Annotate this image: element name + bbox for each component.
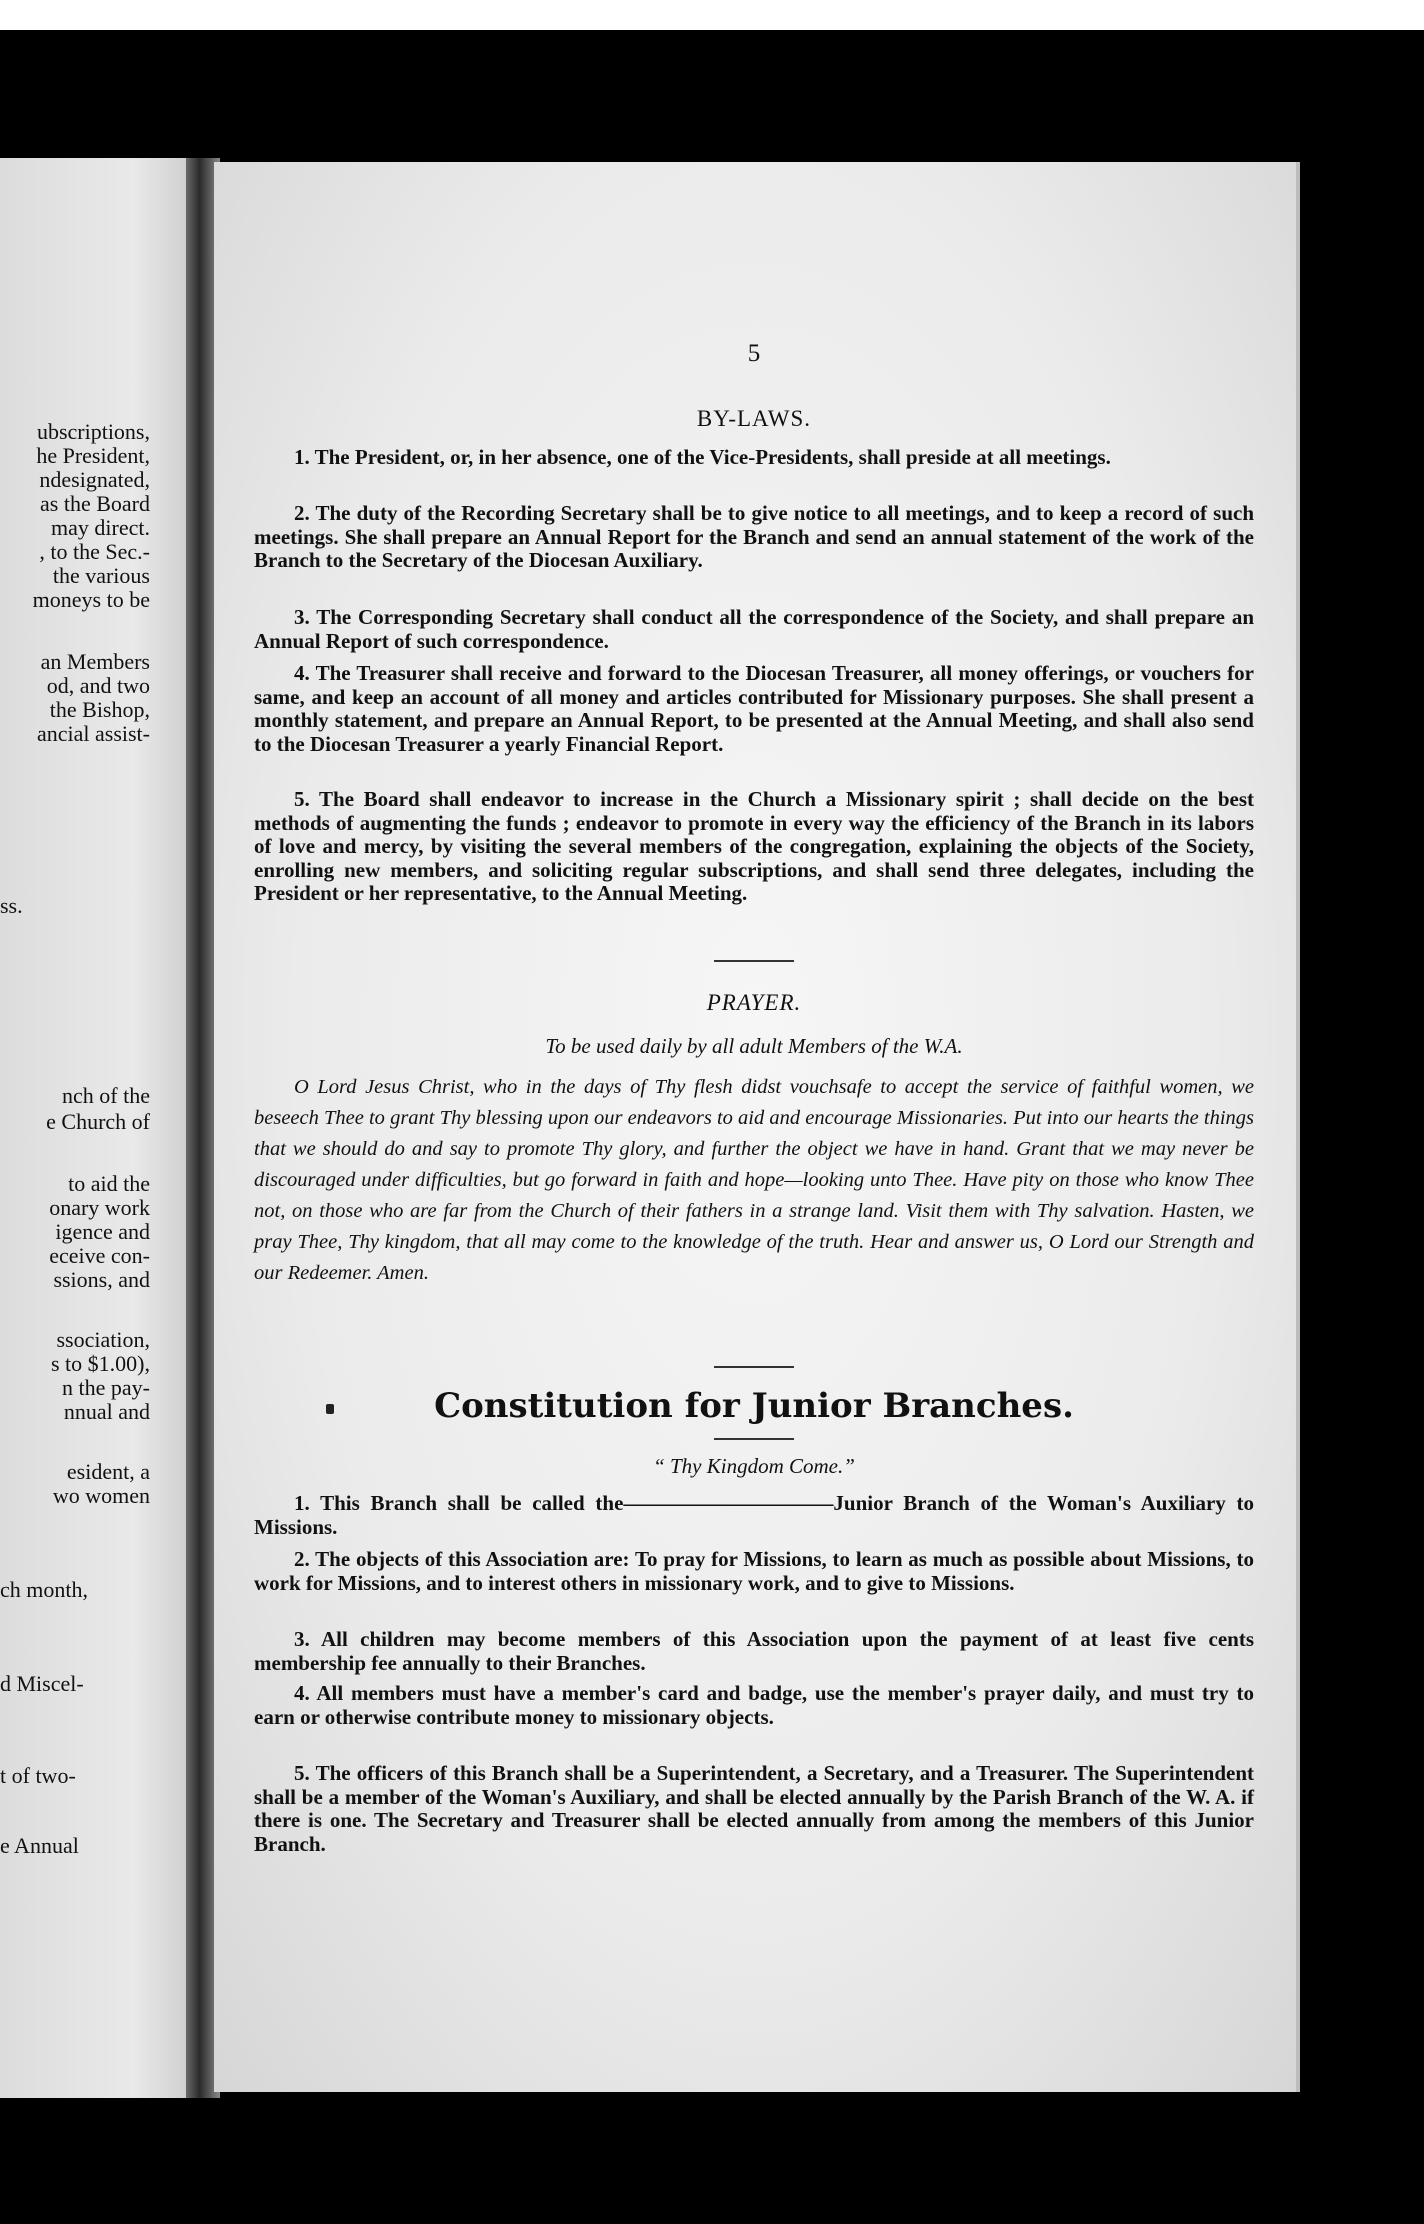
prayer-subtitle: To be used daily by all adult Members of the W.A. [545, 1034, 963, 1058]
left-page-line: n the pay- [62, 1376, 150, 1400]
prayer-body: O Lord Jesus Christ, who in the days of Thy flesh didst vouchsafe to accept the service of faithful women, we beseech Thee to grant Thy blessing upon our endeavors to aid and encourage Missionaries. Put into our hearts the things that we should do and say to promote Thy glory, and further the object we have in hand. Grant that we may never be discouraged under difficulties, but go forward in faith and hope—looking unto Thee. Have pity on those who know Thee not, on those who are far from the Church of their fathers in a strange land. Visit them with Thy salvation. Hasten, we pray Thee, Thy kingdom, that all may come to the knowledge of the truth. Hear and answer us, O Lord our Strength and our Redeemer. Amen. [254, 1076, 1254, 1284]
constitution-item [254, 1492, 1254, 1539]
constitution-number: 4. [294, 1681, 310, 1705]
prayer-heading: PRAYER. [706, 990, 802, 1015]
left-page-line: the various [52, 564, 150, 588]
constitution-number: 3. [294, 1627, 310, 1651]
bylaw-item [254, 662, 1254, 756]
bylaw-number: 5. [294, 787, 310, 811]
left-page-line: ch month, [0, 1578, 88, 1602]
constitution-item [254, 1548, 1254, 1595]
bylaw-text: The duty of the Recording Secretary shall be to give notice to all meetings, and to keep a record of such meetings. She shall prepare an Annual Report for the Branch and send an annual statement of the work of the Branch to the Secretary of the Diocesan Auxiliary. [254, 501, 1254, 572]
constitution-heading: Constitution for Junior Branches. [434, 1386, 1074, 1426]
bylaw-text: The Treasurer shall receive and forward to the Diocesan Treasurer, all money offerings, or vouchers for same, and keep an account of all money and articles contributed for Missionary purposes. She shall present a monthly statement, and prepare an Annual Report, to be presented at the Annual Meeting, and shall also send to the Diocesan Treasurer a yearly Financial Report. [254, 661, 1254, 756]
left-page-line: ubscriptions, [36, 420, 150, 444]
bylaw-text: The Corresponding Secretary shall conduct all the correspondence of the Society, and shall prepare an Annual Report of such correspondence. [254, 605, 1254, 653]
section-divider [714, 960, 794, 962]
constitution-text: All children may become members of this Association upon the payment of at least five cents membership fee annually to their Branches. [254, 1627, 1254, 1675]
section-divider [714, 1438, 794, 1440]
bylaw-item [254, 502, 1254, 573]
bullet-mark [326, 1404, 334, 1414]
left-page-line: onary work [49, 1196, 150, 1220]
left-page-line: , to the Sec.- [39, 540, 150, 564]
left-page-line: the Bishop, [49, 698, 150, 722]
bylaw-number: 1. [294, 445, 310, 469]
constitution-text: The objects of this Association are: To pray for Missions, to learn as much as possible about Missions, to work for Missions, and to interest others in missionary work, and to give to Missions. [254, 1547, 1255, 1595]
constitution-text: All members must have a member's card and badge, use the member's prayer daily, and must try to earn or otherwise contribute money to missionary objects. [254, 1681, 1254, 1729]
left-page-line: ssociation, [56, 1328, 150, 1352]
left-page-line: eceive con- [49, 1244, 150, 1268]
bylaw-text: The President, or, in her absence, one of the Vice-Presidents, shall preside at all meetings. [314, 445, 1111, 469]
top-border [0, 0, 1424, 30]
left-page-line: e Church of [46, 1110, 150, 1134]
constitution-item [254, 1762, 1254, 1856]
left-page-line: wo women [52, 1484, 150, 1508]
section-divider [714, 1366, 794, 1368]
left-page-line: ssions, and [53, 1268, 150, 1292]
constitution-motto: “ Thy Kingdom Come.” [653, 1454, 855, 1478]
bylaw-item [254, 606, 1254, 653]
left-page-line: to aid the [68, 1172, 150, 1196]
constitution-number: 5. [294, 1761, 310, 1785]
left-page-line: ss. [0, 894, 23, 918]
bylaw-item [254, 788, 1254, 906]
left-page-line: he President, [36, 444, 150, 468]
left-page-fragment [0, 158, 190, 2098]
prayer-text [254, 1072, 1254, 1289]
left-page-line: d Miscel- [0, 1672, 84, 1696]
left-page-line: t of two- [0, 1764, 76, 1788]
bylaw-number: 4. [294, 661, 310, 685]
constitution-item [254, 1682, 1254, 1729]
left-page-line: s to $1.00), [51, 1352, 150, 1376]
left-page-line: igence and [55, 1220, 150, 1244]
left-page-line: as the Board [40, 492, 150, 516]
left-page-line: nnual and [63, 1400, 150, 1424]
right-page [214, 162, 1300, 2092]
bylaws-heading: BY-LAWS. [696, 406, 812, 431]
bylaw-text: The Board shall endeavor to increase in the Church a Missionary spirit ; shall decide on the best methods of augmenting the funds ; endeavor to promote in every way the efficiency of the Branch in its labors of love and mercy, by visiting the several members of the congregation, explaining the objects of the Society, enrolling new members, and soliciting regular subscriptions, and shall send three delegates, including the President or her representative, to the Annual Meeting. [254, 787, 1254, 905]
left-page-line: esident, a [66, 1460, 150, 1484]
left-page-line: od, and two [46, 674, 150, 698]
constitution-item [254, 1628, 1254, 1675]
left-page-line: ndesignated, [39, 468, 150, 492]
bylaw-number: 3. [294, 605, 310, 629]
constitution-text: The officers of this Branch shall be a Superintendent, a Secretary, and a Treasurer. The Superintendent shall be a member of the Woman's Auxiliary, and shall be elected annually by the Parish Branch of the W. A. if there is one. The Secretary and Treasurer shall be elected annually from among the members of this Junior Branch. [254, 1761, 1254, 1856]
left-page-line: ancial assist- [36, 722, 150, 746]
constitution-number: 1. [294, 1491, 310, 1515]
constitution-text: This Branch shall be called the——————————Junior Branch of the Woman's Auxiliary to Missions. [254, 1491, 1254, 1539]
left-page-line: nch of the [62, 1084, 150, 1108]
left-page-line: an Members [40, 650, 150, 674]
constitution-number: 2. [294, 1547, 310, 1571]
left-page-line: moneys to be [32, 588, 150, 612]
left-page-line: may direct. [51, 516, 150, 540]
page-number: 5 [747, 340, 761, 367]
bylaw-number: 2. [294, 501, 310, 525]
left-page-line: e Annual [0, 1834, 79, 1858]
bylaw-item [254, 446, 1254, 470]
